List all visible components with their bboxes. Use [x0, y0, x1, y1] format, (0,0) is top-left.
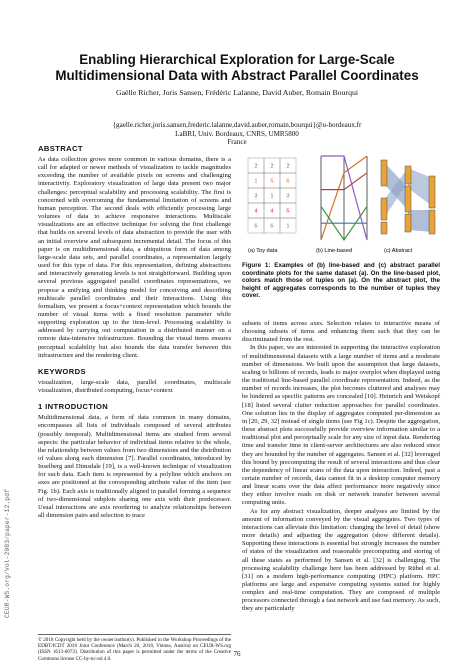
author-emails: {gaelle.richer,joris.sansen,frederic.lalanne,david.auber,romain.bourqui}@u-bordeaux.fr [112, 121, 362, 129]
keywords-text: visualization, large-scale data, parallel coordinates, multiscale visualization, distributed computing, focus+context [38, 378, 231, 395]
subfigure-label-c: (c) Abstract [384, 248, 413, 254]
toy-data-cell: 2 [270, 163, 274, 170]
right-paragraph-2: In this paper, we are interested in supporting the interactive exploration of multidimensional datasets with a large number of items and a moderate number of dimensions. We built upon the assumption that large datasets, scaling to billions of records, leads to major overplot when displayed using the traditional line-based parallel coordinate representation. Indeed, as the number of records increases, the plot becomes cluttered and analyses may be hindered as specific patterns are concealed [10]. Heinrich and Weiskopf [18] listed several clutter reduction approaches for parallel coordinates. One solution lies in the display of aggregates computed per-dimension as in [20, 29, 32] instead of single items (see Fig 1c). Despite the aggregation, these abstract plots successfully provide overview information similar to a traditional plot and perceptually scale for any size of input data. Rendering time and transfer time in client-server architectures are also reduced since they are bounded by the number of aggregates. Sansen et al. [32] leveraged this bound by precomputing the result of several interactions and thus clear the dependency of linear scans of the data upon interaction. Indeed, past a certain number of records, data cannot fit in a desktop computer memory and linear scans over the data affect performance more negatively since they either involve reads on disk or network transfer between several computing units. [242, 344, 440, 507]
abstract-plot [381, 160, 435, 234]
toy-data-table [248, 158, 296, 233]
toy-data-cell: 2 [286, 163, 290, 170]
introduction-heading: 1 INTRODUCTION [38, 402, 109, 412]
toy-data-cell: 1 [254, 178, 258, 185]
toy-data-cell: 4 [254, 208, 258, 215]
affiliation-block [40, 121, 434, 147]
toy-data-cell: 5 [286, 208, 290, 215]
author-list: Gaëlle Richer, Joris Sansen, Frédéric Lalanne, David Auber, Romain Bourqui [115, 88, 359, 97]
line-based-plot [321, 156, 367, 240]
toy-data-cell: 1 [286, 223, 290, 230]
toy-data-cell: 3 [286, 193, 290, 200]
right-paragraph-1: subsets of items across axes. Selection relates to interactive means of choosing subsets of items and enhancing them such that they can be discriminated from the rest. [242, 320, 440, 344]
toy-data-cell: 4 [270, 208, 274, 215]
abstract-heading: ABSTRACT [38, 144, 83, 153]
sidebar-source-label: CEUR-WS.org/Vol-2083/paper-12.pdf [4, 488, 11, 618]
affiliation: LaBRI, Univ. Bordeaux, CNRS, UMR5800 [175, 129, 299, 138]
copyright-footnote: © 2018 Copyright held by the owner/author(s). Published in the Workshop Proceedings of the EDBT/ICDT 2018 Joint Conference (March 26, 2018, Vienna, Austria) on CEUR-WS.org (ISSN 1613-0073). Distribution of this paper is permitted under the terms of the Creative Commons license CC-by-nc-nd 4.0. [38, 634, 231, 662]
toy-data-cell: 1 [270, 193, 274, 200]
country: France [227, 138, 247, 147]
paper-title [40, 52, 434, 84]
title-line-1: Enabling Hierarchical Exploration for Large-Scale [79, 52, 395, 67]
introduction-text: Multidimensional data, a form of data common in many domains, encompasses all lists of individuals composed of several attributes (possibly temporal). Multidimensional items are studied from several aspects: the particular behavior of individual items relative to the whole, the relationship between values from two dimensions and the distribution of values along each dimension [7]. Parallel coordinates, introduced by Inselberg and Dimsdale [19], is a well-known technique of visualization for such data. Each item is represented by a polyline which anchors on axes are positioned at the corresponding attribute value of the item (see Fig. 1b). Each axis is traditionally aligned in parallel forming a sequence of two-dimensional subplots sharing one axis with their predecessor. Usual interactions are axis reordering to analyze relationships between all dimension pairs and selection to trace [38, 414, 231, 520]
page-number: 76 [233, 650, 241, 658]
figure-1-caption: Figure 1: Examples of (b) line-based and (c) abstract parallel coordinate plots for the same dataset (a). On the line-based plot, colors match those of tuples on (a). On the abstract plot, the height of aggregates corresponds to the number of tuples they cover. [242, 262, 440, 300]
right-column-body [242, 320, 440, 614]
figure-1 [244, 148, 438, 256]
toy-data-cell: 2 [254, 163, 258, 170]
keywords-heading: KEYWORDS [38, 366, 86, 376]
abstract-text: As data collection grows more common in various domains, there is a call for adapted or newer methods of visualization to tackle magnitudes exceeding the number of available pixels on screens and challenging interactivity. Exploratory visualization of large data present two major challenges: perceptual scalability and processing scalability. The first is concerned with overcoming the fundamental limitation of screens and human perception. The second deals with efficiently processing large volumes of data to achieve responsive interactions. Multiscale visualizations are an effective technique for solving the first challenge that builds on several levels of data abstraction to provide the user with an initial overview and subsequent incremental detail. The focus of this paper is on multidimensional data, a ubiquitous form of data among large-scale data sets, and parallel coordinates, a representation largely used for this type of data. For this representation, defining abstractions and interactively generating levels is not straightforward. Building upon several previous aggregated parallel coordinates representations, we propose a unifying and thinking model for conceiving and describing multiscale parallel coordinates and their interactions. Using this formalism, we present a focus+context representation which bounds the number of visual items with a fixed resolution parameter while supporting exploration up to the item-level. Processing scalability is addressed by carrying out computation in a distributed manner on a remote data-intensive infrastructure. Bounding the visual items ensures perceptual scalability but also bounds the data transfer between this infrastructure and the rendering client. [38, 156, 231, 359]
right-paragraph-3: As for any abstract visualization, deeper analyses are limited by the amount of information conveyed by the visual aggregates. Two types of interactions can alleviate this limitation: changing the level of detail (show more details) and adjusting the aggregation (show different details). Supporting these interactions is essential but strongly increases the number of states of the visualization and reasonable precomputing and storing of all these states as performed by Sansen et al. [32] is challenging. The processing scalability challenge here has been addressed by Rübel et al. [31] on a modern high-performance computing (HPC) platform. HPC platforms are large and expensive computing systems suited for highly complex and real-time computation. They are composed of multiple processors connected through a fast network and use fast memory. As such, they are particularly [242, 507, 440, 613]
title-line-2: Multidimensional Data with Abstract Parallel Coordinates [55, 68, 419, 83]
subfigure-label-a: (a) Toy data [248, 248, 278, 254]
toy-data-cell: 3 [254, 193, 258, 200]
left-column [38, 144, 231, 520]
toy-data-cell: 6 [254, 223, 258, 230]
toy-data-cell: 6 [270, 223, 274, 230]
subfigure-label-b: (b) Line-based [316, 248, 353, 254]
toy-data-cell: 6 [286, 178, 290, 185]
figure-1-graphic [244, 148, 438, 256]
toy-data-cell: 5 [270, 178, 274, 185]
